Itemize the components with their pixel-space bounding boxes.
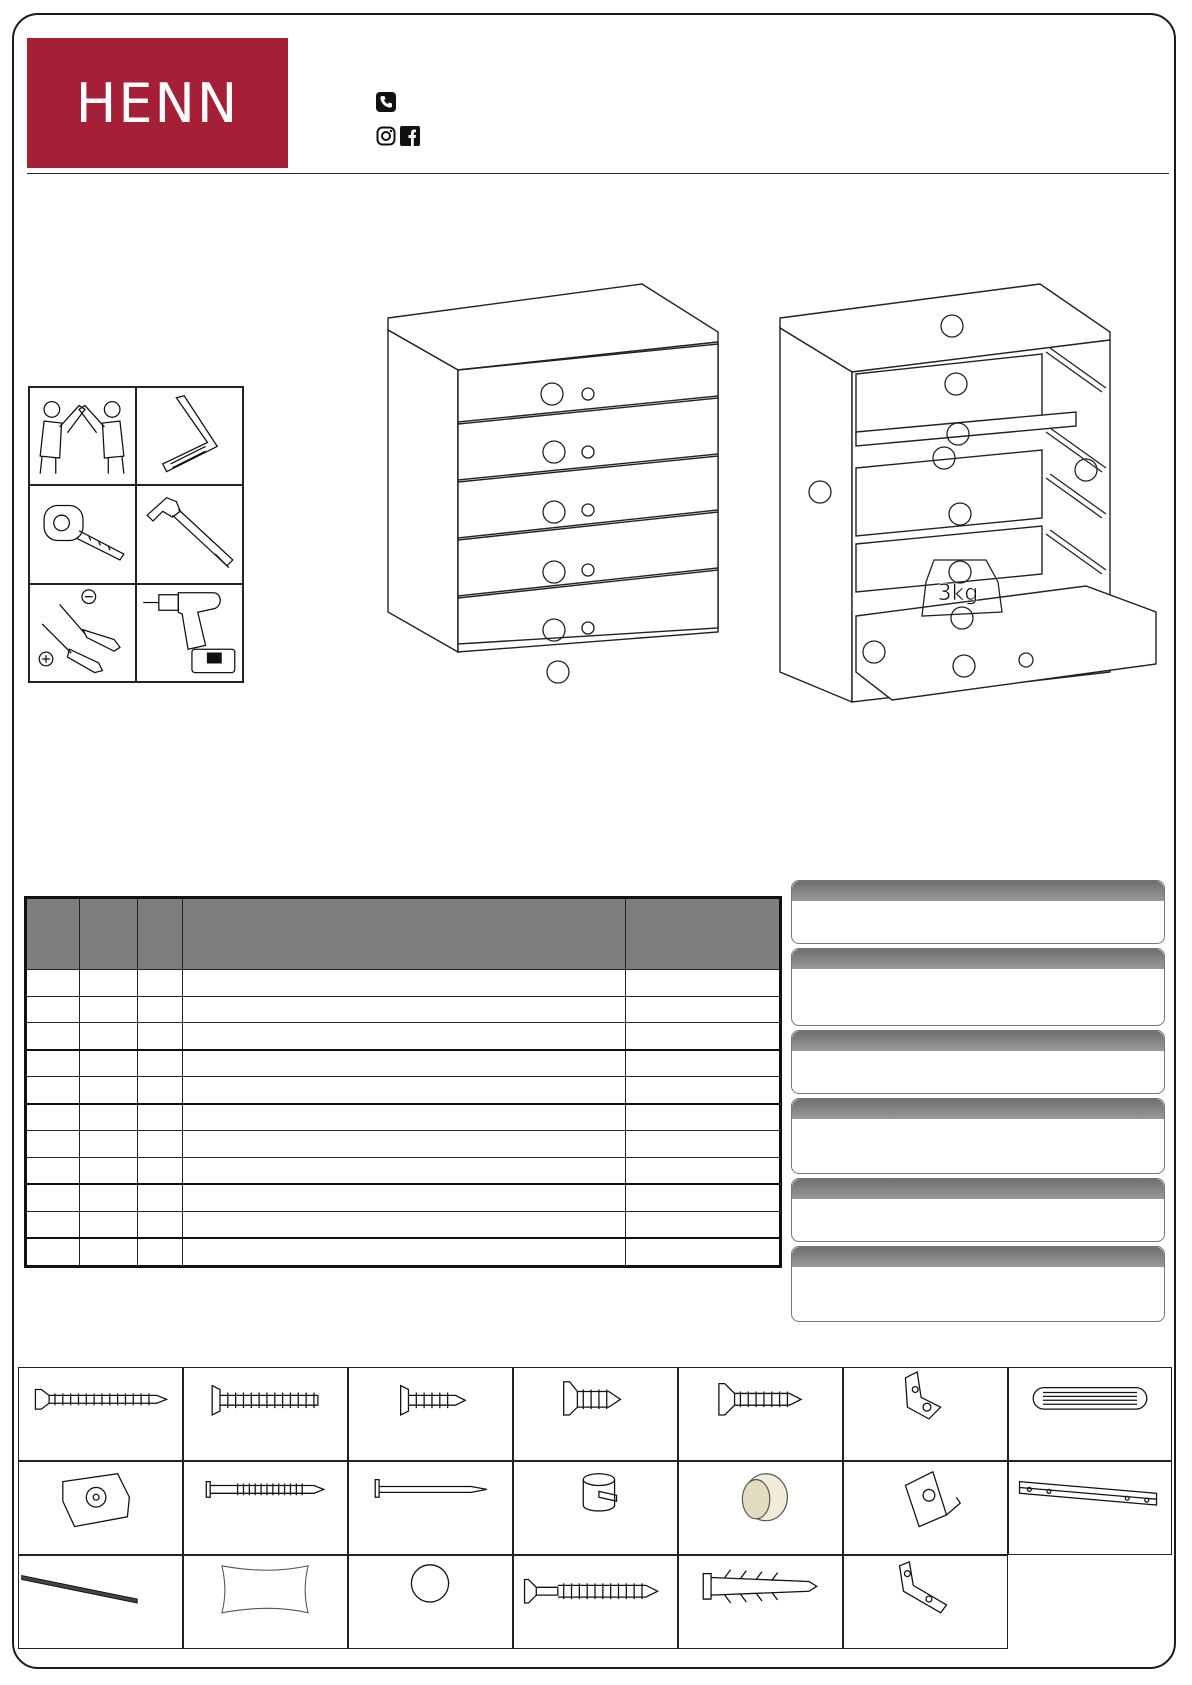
- parts-table-cell: [80, 1211, 138, 1238]
- parts-table-cell: [138, 1104, 183, 1131]
- note-panel: [791, 1030, 1165, 1094]
- parts-table-header: [26, 898, 781, 970]
- parts-table-cell: [26, 1104, 80, 1131]
- parts-table-cell: [26, 1050, 80, 1077]
- parts-table-row: [26, 1211, 781, 1238]
- required-tools: [28, 386, 244, 683]
- parts-table-cell: [80, 1157, 138, 1184]
- parts-table-row: [26, 1050, 781, 1077]
- square-ruler-icon: [136, 387, 243, 485]
- parts-table-row: [26, 1131, 781, 1158]
- parts-table-cell: [626, 1131, 781, 1158]
- countersunk-screw-icon: [513, 1367, 678, 1461]
- parts-table-cell: [183, 1104, 626, 1131]
- parts-table-cell: [626, 1157, 781, 1184]
- confirmat-screw-icon: [513, 1555, 678, 1649]
- logo-text: HENN: [75, 71, 240, 135]
- parts-table-cell: [26, 1131, 80, 1158]
- parts-table-row: [26, 1023, 781, 1050]
- parts-table-row: [26, 1238, 781, 1266]
- parts-table-cell: [26, 1238, 80, 1266]
- exploded-dresser-view: [776, 282, 1158, 706]
- header-divider: [27, 173, 1169, 174]
- drawer-runner-rail-icon: [18, 1555, 183, 1649]
- parts-table-cell: [183, 970, 626, 997]
- parts-table-cell: [626, 1184, 781, 1211]
- parts-table-cell: [138, 1157, 183, 1184]
- parts-table-cell: [26, 1157, 80, 1184]
- parts-list-table: [24, 896, 782, 1268]
- parts-table-cell: [183, 1050, 626, 1077]
- cover-cap-icon: [348, 1555, 513, 1649]
- facebook-icon[interactable]: [400, 126, 420, 146]
- corner-bracket-icon: [843, 1367, 1008, 1461]
- parts-table-cell: [626, 1104, 781, 1131]
- parts-table-row: [26, 1157, 781, 1184]
- note-panel: [791, 948, 1165, 1026]
- parts-table-cell: [183, 1077, 626, 1104]
- wall-plug-icon: [678, 1555, 843, 1649]
- note-panel: [791, 1178, 1165, 1242]
- phone-icon: [376, 92, 396, 112]
- parts-table-cell: [26, 1077, 80, 1104]
- parts-table-cell: [138, 1184, 183, 1211]
- header-cell: [26, 898, 80, 970]
- hardware-grid: [18, 1367, 1172, 1649]
- nail-icon: [348, 1461, 513, 1555]
- parts-table-cell: [183, 1211, 626, 1238]
- parts-table-cell: [183, 1157, 626, 1184]
- note-panel: [791, 1098, 1165, 1174]
- parts-table-cell: [80, 1238, 138, 1266]
- contact-info: [376, 92, 420, 160]
- instruction-notes: [791, 880, 1165, 1326]
- tape-measure-icon: [29, 485, 136, 583]
- parts-table-cell: [138, 1131, 183, 1158]
- parts-table-cell: [138, 1211, 183, 1238]
- long-screw-icon: [18, 1367, 183, 1461]
- parts-table-cell: [183, 1238, 626, 1266]
- parts-table-cell: [626, 1023, 781, 1050]
- hammer-icon: [136, 485, 243, 583]
- instagram-icon[interactable]: [376, 126, 396, 146]
- parts-table-cell: [80, 1184, 138, 1211]
- cam-plate-icon: [18, 1461, 183, 1555]
- header-cell: [626, 898, 781, 970]
- short-flange-screw-icon: [348, 1367, 513, 1461]
- parts-table-row: [26, 970, 781, 997]
- parts-table-cell: [26, 996, 80, 1023]
- note-panel: [791, 880, 1165, 944]
- drawer-slide-icon: [1008, 1461, 1172, 1555]
- angle-bracket-icon: [843, 1461, 1008, 1555]
- parts-table-cell: [80, 1077, 138, 1104]
- assembled-dresser-front-view: [384, 282, 724, 702]
- parts-table-cell: [626, 1238, 781, 1266]
- knob-icon: [678, 1461, 843, 1555]
- two-person-assembly-icon: [29, 387, 136, 485]
- screwdrivers-icon: [29, 584, 136, 682]
- flange-screw-icon: [183, 1367, 348, 1461]
- wood-screw-icon: [678, 1367, 843, 1461]
- header-cell: [138, 898, 183, 970]
- parts-table-cell: [626, 996, 781, 1023]
- parts-table-cell: [626, 970, 781, 997]
- parts-table-cell: [138, 1238, 183, 1266]
- felt-pad-icon: [183, 1555, 348, 1649]
- cam-lock-icon: [513, 1461, 678, 1555]
- parts-table-cell: [626, 1050, 781, 1077]
- parts-table-cell: [138, 1050, 183, 1077]
- note-panel: [791, 1246, 1165, 1322]
- parts-table-cell: [80, 996, 138, 1023]
- long-threaded-pin-icon: [183, 1461, 348, 1555]
- parts-table-cell: [183, 1131, 626, 1158]
- power-drill-icon: [136, 584, 243, 682]
- parts-table-cell: [138, 1023, 183, 1050]
- parts-table-cell: [26, 1184, 80, 1211]
- parts-table-row: [26, 1104, 781, 1131]
- parts-table-row: [26, 1077, 781, 1104]
- parts-table-cell: [183, 996, 626, 1023]
- parts-table-cell: [138, 1077, 183, 1104]
- parts-table-row: [26, 1184, 781, 1211]
- wooden-dowel-icon: [1008, 1367, 1172, 1461]
- brand-logo: [27, 38, 288, 168]
- parts-table-cell: [80, 1050, 138, 1077]
- header-cell: [80, 898, 138, 970]
- parts-table-cell: [138, 970, 183, 997]
- parts-table-cell: [626, 1211, 781, 1238]
- parts-table-cell: [183, 1023, 626, 1050]
- parts-table-cell: [80, 1131, 138, 1158]
- parts-table-cell: [80, 1023, 138, 1050]
- parts-table-cell: [80, 970, 138, 997]
- load-weight-label: 3kg: [937, 581, 979, 606]
- parts-table-cell: [26, 1023, 80, 1050]
- parts-table-cell: [183, 1184, 626, 1211]
- parts-table-cell: [626, 1077, 781, 1104]
- parts-table-cell: [26, 970, 80, 997]
- l-bracket-icon: [843, 1555, 1008, 1649]
- header-cell: [183, 898, 626, 970]
- parts-table-cell: [80, 1104, 138, 1131]
- parts-table-cell: [26, 1211, 80, 1238]
- parts-table-cell: [138, 996, 183, 1023]
- parts-table-row: [26, 996, 781, 1023]
